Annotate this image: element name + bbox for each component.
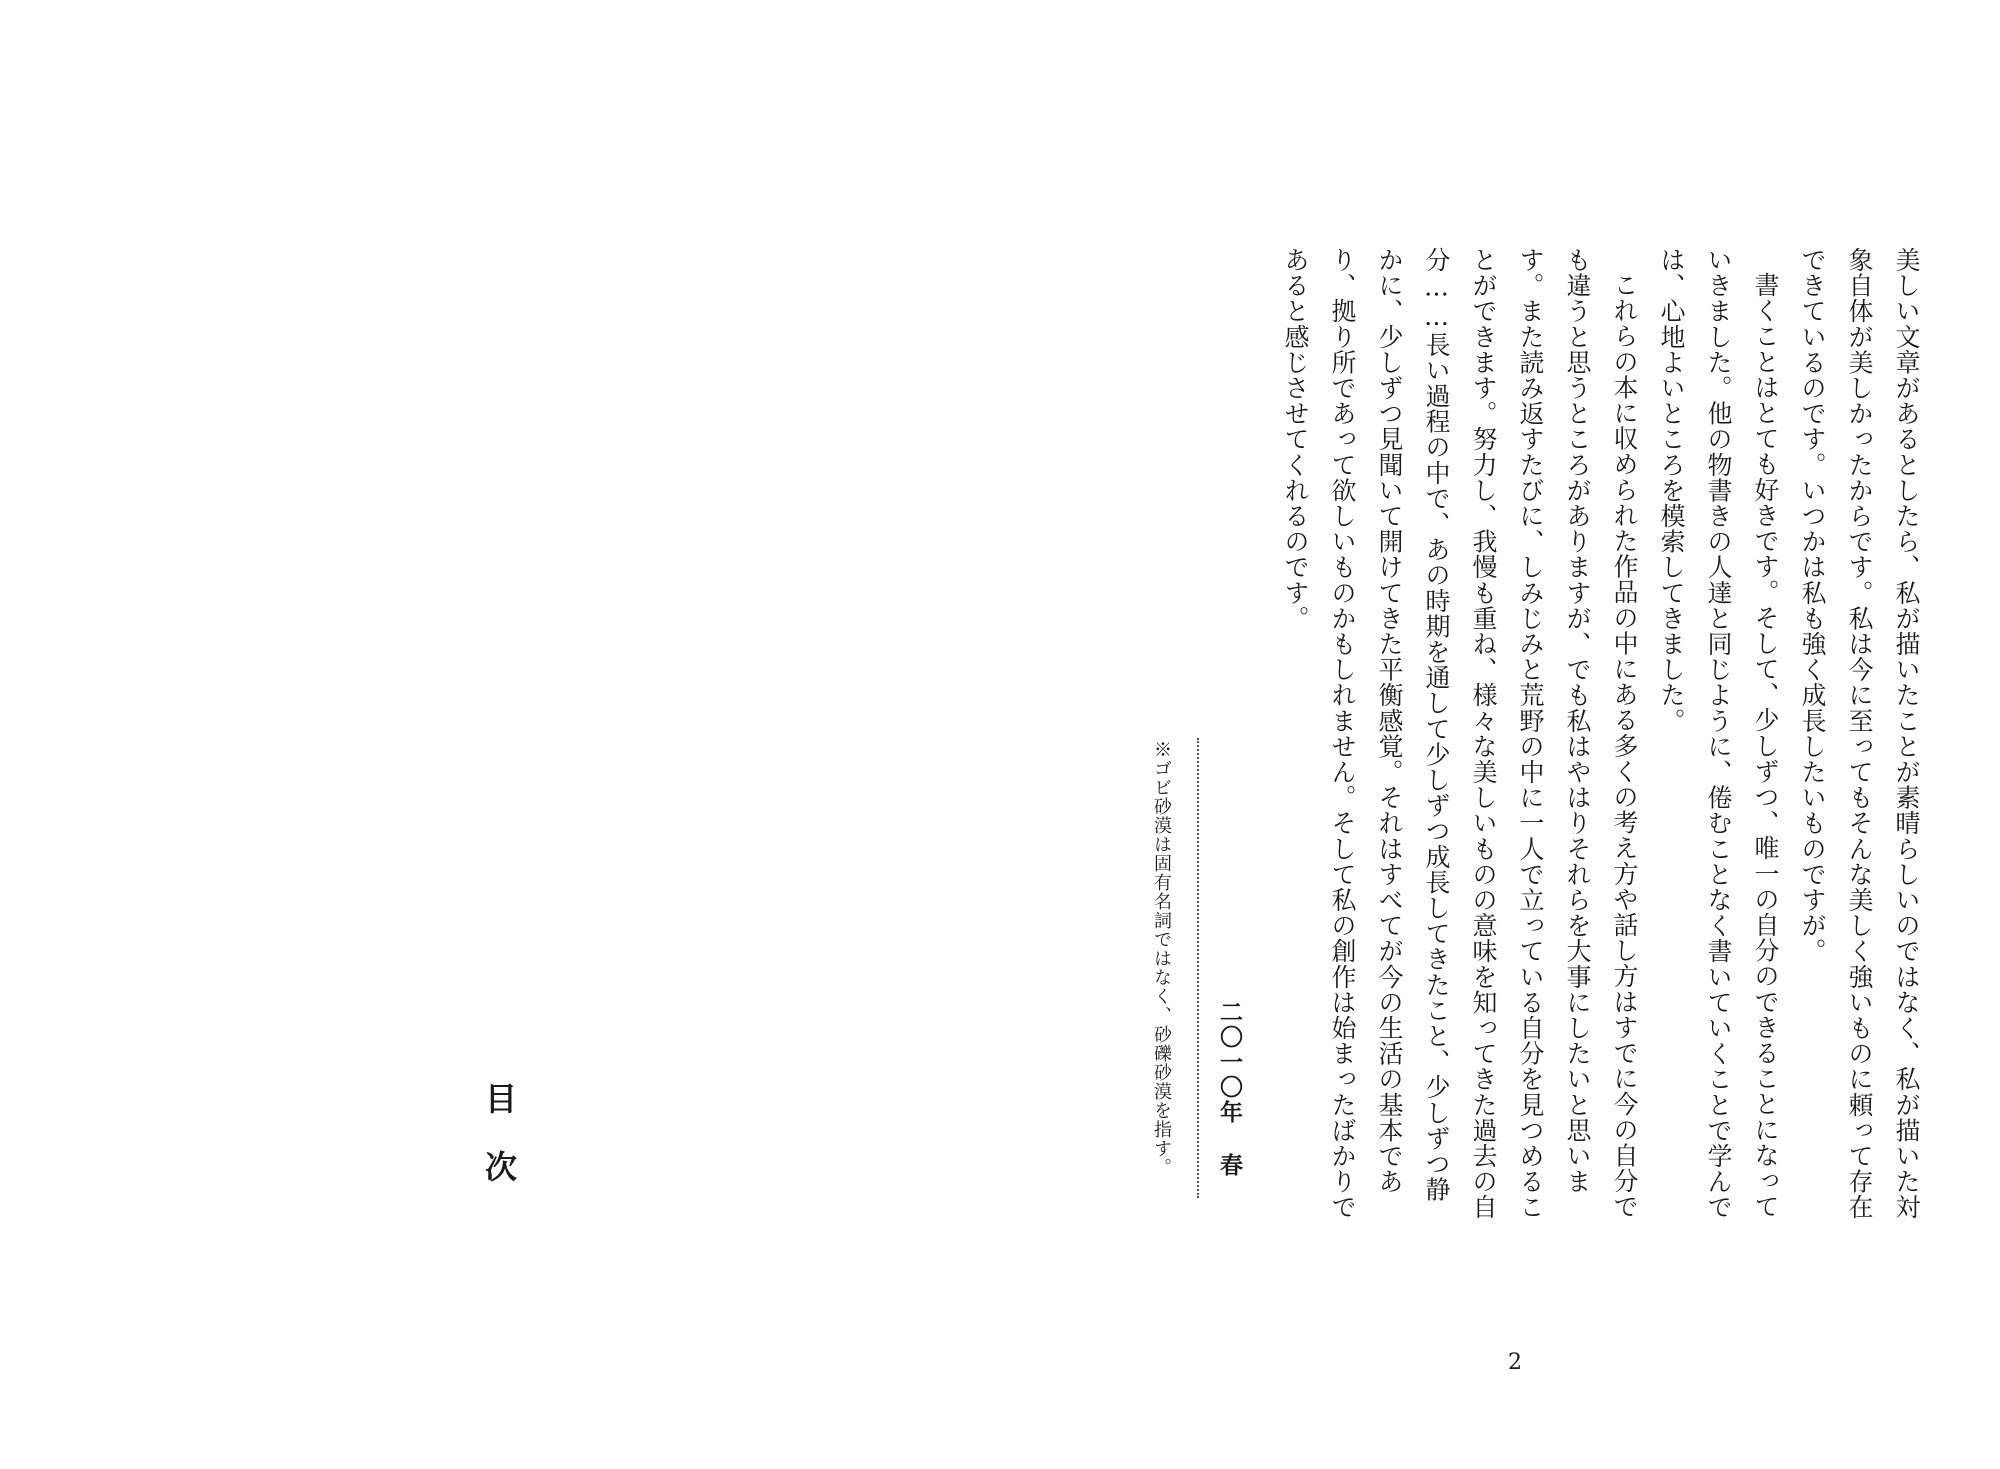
toc-heading: 目次 xyxy=(480,1082,518,1218)
dotted-separator xyxy=(1197,738,1199,1198)
signature-date xyxy=(1202,1000,1246,1180)
signature-season: 春 xyxy=(1216,1153,1243,1178)
paragraph-3: これらの本に収められた作品の中にある多くの考え方や話し方はすでに今の自分でも違うと思うところがありますが、でも私はやはりそれらを大事にしたいと思います。また読み返すたびに、しみじみと荒野の中に一人で立っている自分を見つめることができます。努力し、我慢も重ね、様々な美しいものの意味を知ってきた過去の自分……長い過程の中で、あの時期を通して少しずつ成長してきたこと、少しずつ静かに、少しずつ見聞いて開けてきた平衡感覚。それはすべてが今の生活の基本であり、拠り所であって欲しいものかもしれません。そして私の創作は始まったばかりであると感じさせてくれるのです。 xyxy=(1281,247,1639,1220)
body-text xyxy=(1272,247,1930,1227)
paragraph-1: 美しい文章があるとしたら、私が描いたことが素晴らしいのではなく、私が描いた対象自体が美しかったからです。私は今に至ってもそんな美しく強いものに頼って存在できているのです。いつかは私も強く成長したいものですが。 xyxy=(1798,247,1921,1220)
page-number: 2 xyxy=(1508,1350,1522,1375)
footnote: ※ゴビ砂漠は固有名詞ではなく、砂礫砂漠を指す。 xyxy=(1151,740,1172,1177)
signature-year: 二〇一〇年 xyxy=(1216,1000,1243,1125)
paragraph-2: 書くことはとても好きです。そして、少しずつ、唯一の自分のできることになっていきました。他の物書きの人達と同じように、倦むことなく書いていくことで学んでは、心地よいところを模索してきました。 xyxy=(1657,247,1780,1220)
